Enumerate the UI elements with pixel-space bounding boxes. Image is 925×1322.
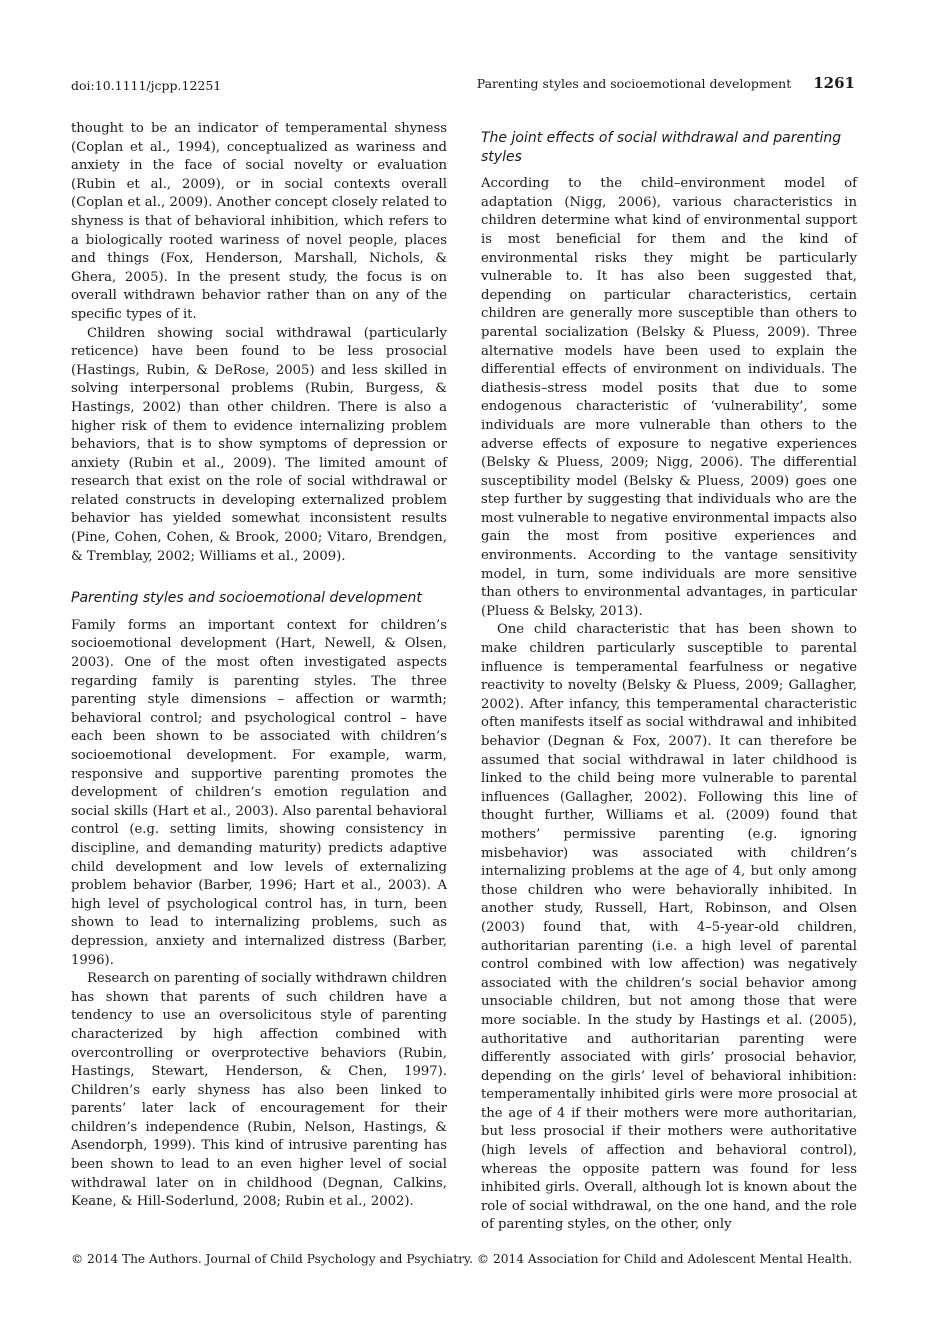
paragraph: thought to be an indicator of temperamental shyness (Coplan et al., 1994), conceptualized as wariness and anxiety in the face of social novelty or evaluation (Rubin et al., 2009), or in social contexts overall (Coplan et al., 2009). Another concept closely related to shyness is that of behavioral inhibition, which refers to a biologically rooted wariness of novel people, places and things (Fox, Henderson, Marshall, Nichols, & Ghera, 2005). In the present study, the focus is on overall withdrawn behavior rather than on any of the specific types of it. [71,121,447,322]
section-heading: Parenting styles and socioemotional development [71,590,422,607]
doi: doi:10.1111/jcpp.12251 [71,78,222,93]
page-number: 1261 [813,74,855,92]
running-title: Parenting styles and socioemotional development [476,76,792,91]
right-column [481,120,857,1235]
paragraph: Family forms an important context for children’s socioemotional development (Hart, Newell, & Olsen, 2003). One of the most often investigated aspects regarding family is parenting styles. The three parenting style dimensions – affection or warmth; behavioral control; and psychological control – have each been shown to be associated with children’s socioemotional development. For example, warm, responsive and supportive parenting promotes the development of children’s emotion regulation and social skills (Hart et al., 2003). Also parental behavioral control (e.g. setting limits, showing consistency in discipline, and demanding maturity) predicts adaptive child development and low levels of externalizing problem behavior (Barber, 1996; Hart et al., 2003). A high level of psychological control has, in turn, been shown to lead to internalizing problems, such as depression, anxiety and internalized distress (Barber, 1996). [71,617,447,968]
paragraph: One child characteristic that has been shown to make children particularly susceptible to parental influence is temperamental fearfulness or negative reactivity to novelty (Belsky & Pluess, 2009; Gallagher, 2002). After infancy, this temperamental characteristic often manifests itself as social withdrawal and inhibited behavior (Degnan & Fox, 2007). It can therefore be assumed that social withdrawal in later childhood is linked to the child being more vulnerable to parental influences (Gallagher, 2002). Following this line of thought further, Williams et al. (2009) found that mothers’ permissive parenting (e.g. ignoring misbehavior) was associated with children’s internalizing problems at the age of 4, but only among those children who were behaviorally inhibited. In another study, Russell, Hart, Robinson, and Olsen (2003) found that, with 4–5-year-old children, authoritarian parenting (i.e. a high level of parental control combined with low affection) was negatively associated with the children’s social behavior among unsociable children, but not among those that were more sociable. In the study by Hastings et al. (2005), authoritative and authoritarian parenting were differently associated with girls’ prosocial behavior, depending on the girls’ level of behavioral inhibition: temperamentally inhibited girls were more prosocial at the age of 4 if their mothers were more authoritarian, but less prosocial if their mothers were authoritative (high levels of affection and behavioral control), whereas the opposite pattern was found for less inhibited girls. Overall, although lot is known about the role of social withdrawal, on the one hand, and the role of parenting styles, on the other, only [481,622,857,1233]
left-column [71,120,447,1212]
paragraph: According to the child–environment model of adaptation (Nigg, 2006), various characteristics in children determine what kind of environmental support is most beneficial for them and the kind of environmental risks they might be particularly vulnerable to. It has also been suggested that, depending on particular characteristics, certain children are generally more susceptible than others to parental socialization (Belsky & Pluess, 2009). Three alternative models have been used to explain the differential effects of environment on individuals. The diathesis–stress model posits that due to some endogenous characteristic of ‘vulnerability’, some individuals are more vulnerable than others to the adverse effects of exposure to negative experiences (Belsky & Pluess, 2009; Nigg, 2006). The differential susceptibility model (Belsky & Pluess, 2009) goes one step further by suggesting that individuals who are the most vulnerable to negative environmental impacts also gain the most from positive experiences and environments. According to the vantage sensitivity model, in turn, some individuals are more sensitive than others to environmental advantages, in particular (Pluess & Belsky, 2013). [481,176,857,619]
page-header [477,74,855,92]
paragraph: Children showing social withdrawal (particularly reticence) have been found to be less prosocial (Hastings, Rubin, & DeRose, 2005) and less skilled in solving interpersonal problems (Rubin, Burgess, & Hastings, 2002) than other children. There is also a higher risk of them to evidence internalizing problem behaviors, that is to show symptoms of depression or anxiety (Rubin et al., 2009). The limited amount of research that exist on the role of social withdrawal or related constructs in developing externalized problem behavior has yielded somewhat inconsistent results (Pine, Cohen, Cohen, & Brook, 2000; Vitaro, Brendgen, & Tremblay, 2002; Williams et al., 2009). [71,325,447,564]
paragraph: Research on parenting of socially withdrawn children has shown that parents of such children have a tendency to use an oversolicitous style of parenting characterized by high affection combined with overcontrolling or overprotective behaviors (Rubin, Hastings, Stewart, Henderson, & Chen, 1997). Children’s early shyness has also been linked to parents’ later lack of encouragement for their children’s independence (Rubin, Nelson, Hastings, & Asendorph, 1999). This kind of intrusive parenting has been shown to lead to an even higher level of social withdrawal later on in childhood (Degnan, Calkins, Keane, & Hill-Soderlund, 2008; Rubin et al., 2002). [71,971,447,1210]
section-heading: The joint effects of social withdrawal and parenting styles [481,130,842,165]
copyright-footer: © 2014 The Authors. Journal of Child Psychology and Psychiatry. © 2014 Association for Child and Adolescent Mental Health. [71,1252,853,1266]
